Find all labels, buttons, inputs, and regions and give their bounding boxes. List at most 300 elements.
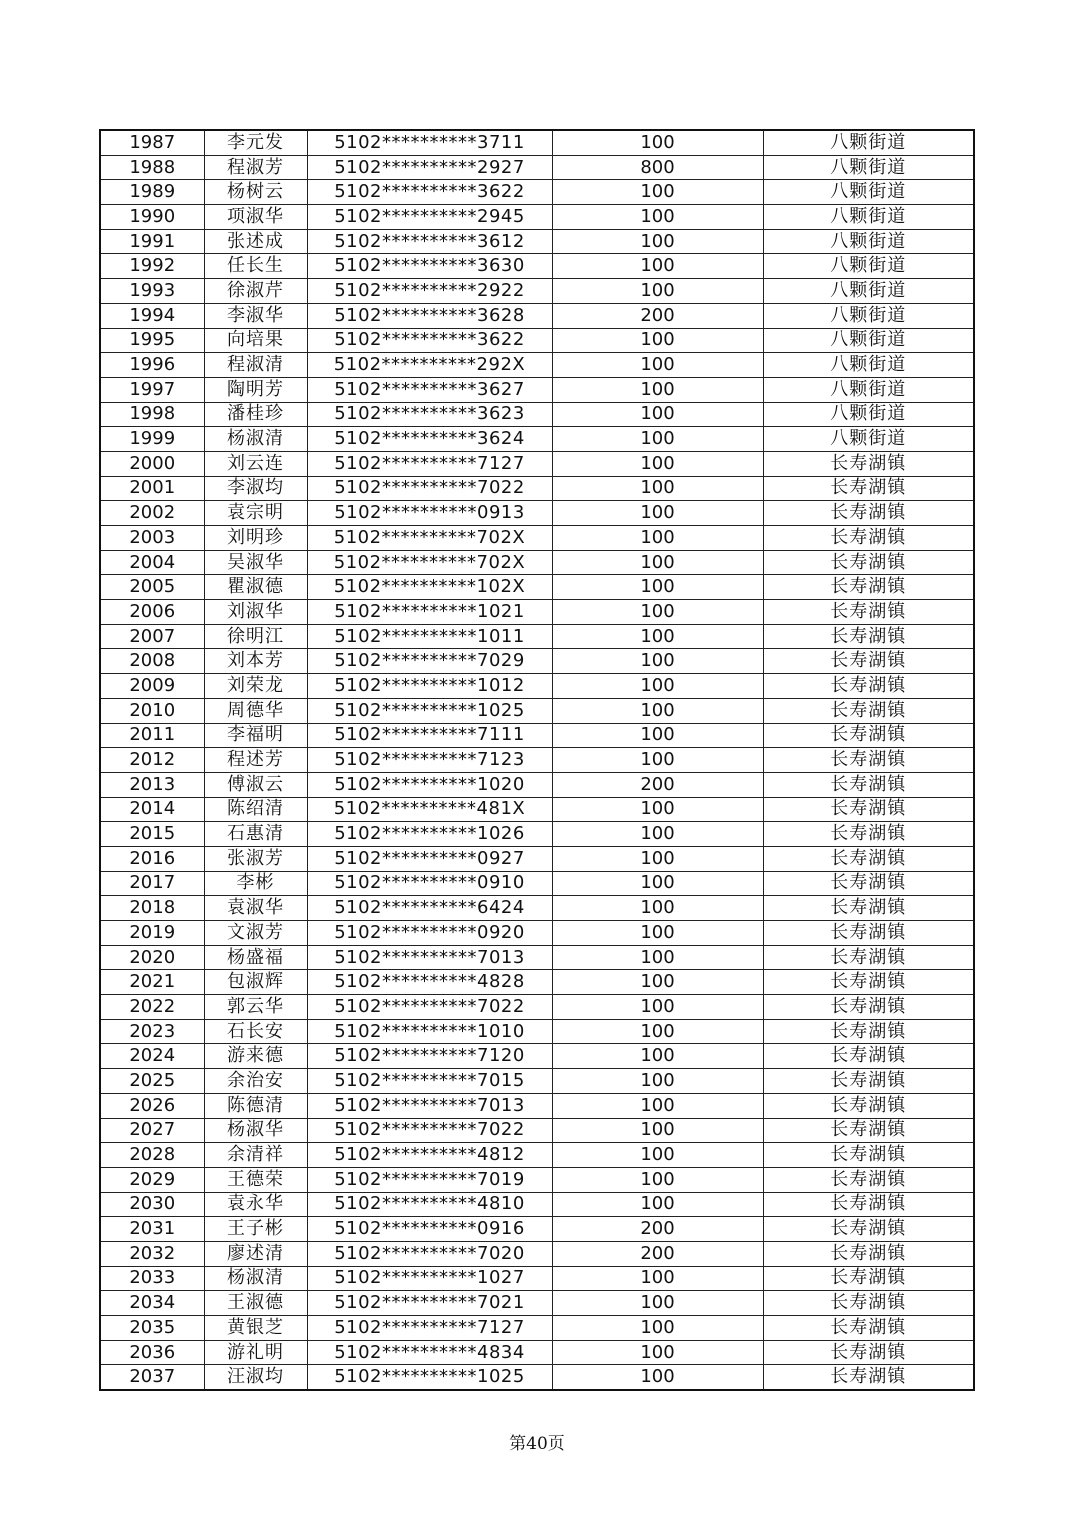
cell-area: 长寿湖镇 <box>763 674 974 699</box>
cell-id-number: 5102**********0913 <box>307 501 552 526</box>
cell-name: 游礼明 <box>204 1340 307 1365</box>
table-row <box>100 1019 974 1044</box>
cell-name: 潘桂珍 <box>204 402 307 427</box>
cell-id-number: 5102**********3628 <box>307 303 552 328</box>
table-row <box>100 1291 974 1316</box>
cell-id-number: 5102**********1011 <box>307 624 552 649</box>
cell-name: 汪淑均 <box>204 1365 307 1390</box>
cell-area: 八颗街道 <box>763 229 974 254</box>
cell-name: 徐明江 <box>204 624 307 649</box>
cell-area: 长寿湖镇 <box>763 1093 974 1118</box>
table-row <box>100 896 974 921</box>
cell-area: 长寿湖镇 <box>763 1143 974 1168</box>
cell-amount: 100 <box>552 353 763 378</box>
cell-area: 长寿湖镇 <box>763 748 974 773</box>
table-row <box>100 1118 974 1143</box>
cell-amount: 100 <box>552 402 763 427</box>
table-row <box>100 303 974 328</box>
cell-area: 八颗街道 <box>763 130 974 155</box>
cell-seq: 2032 <box>100 1241 204 1266</box>
table-row <box>100 130 974 155</box>
cell-id-number: 5102**********7013 <box>307 1093 552 1118</box>
cell-name: 余治安 <box>204 1069 307 1094</box>
cell-seq: 2009 <box>100 674 204 699</box>
table-row <box>100 1241 974 1266</box>
cell-amount: 100 <box>552 1365 763 1390</box>
cell-name: 杨淑清 <box>204 427 307 452</box>
cell-amount: 100 <box>552 451 763 476</box>
cell-seq: 1987 <box>100 130 204 155</box>
cell-name: 王德荣 <box>204 1167 307 1192</box>
cell-name: 杨树云 <box>204 180 307 205</box>
table-row <box>100 871 974 896</box>
cell-seq: 1996 <box>100 353 204 378</box>
table-row <box>100 1340 974 1365</box>
cell-id-number: 5102**********6424 <box>307 896 552 921</box>
cell-amount: 200 <box>552 1241 763 1266</box>
cell-seq: 2028 <box>100 1143 204 1168</box>
cell-id-number: 5102**********7123 <box>307 748 552 773</box>
cell-id-number: 5102**********1027 <box>307 1266 552 1291</box>
cell-seq: 1993 <box>100 279 204 304</box>
cell-area: 长寿湖镇 <box>763 945 974 970</box>
cell-seq: 2014 <box>100 797 204 822</box>
cell-amount: 100 <box>552 1266 763 1291</box>
cell-amount: 100 <box>552 328 763 353</box>
table-row <box>100 451 974 476</box>
table-row <box>100 1044 974 1069</box>
cell-area: 长寿湖镇 <box>763 1365 974 1390</box>
cell-seq: 1998 <box>100 402 204 427</box>
cell-name: 余清祥 <box>204 1143 307 1168</box>
cell-seq: 2023 <box>100 1019 204 1044</box>
cell-id-number: 5102**********0910 <box>307 871 552 896</box>
cell-amount: 200 <box>552 1217 763 1242</box>
table-row <box>100 1143 974 1168</box>
cell-area: 长寿湖镇 <box>763 797 974 822</box>
cell-amount: 100 <box>552 229 763 254</box>
cell-amount: 100 <box>552 1192 763 1217</box>
table-row <box>100 846 974 871</box>
cell-amount: 100 <box>552 1143 763 1168</box>
table-row <box>100 1167 974 1192</box>
cell-id-number: 5102**********4810 <box>307 1192 552 1217</box>
cell-amount: 100 <box>552 600 763 625</box>
cell-name: 刘云连 <box>204 451 307 476</box>
table-row <box>100 550 974 575</box>
cell-name: 郭云华 <box>204 995 307 1020</box>
cell-seq: 1999 <box>100 427 204 452</box>
cell-id-number: 5102**********7022 <box>307 995 552 1020</box>
cell-area: 长寿湖镇 <box>763 1044 974 1069</box>
cell-id-number: 5102**********0927 <box>307 846 552 871</box>
table-row <box>100 476 974 501</box>
cell-name: 张述成 <box>204 229 307 254</box>
cell-id-number: 5102**********2927 <box>307 155 552 180</box>
cell-area: 长寿湖镇 <box>763 550 974 575</box>
table-row <box>100 698 974 723</box>
cell-name: 袁宗明 <box>204 501 307 526</box>
table-row <box>100 772 974 797</box>
cell-amount: 100 <box>552 501 763 526</box>
cell-id-number: 5102**********702X <box>307 526 552 551</box>
cell-id-number: 5102**********702X <box>307 550 552 575</box>
cell-seq: 2010 <box>100 698 204 723</box>
cell-seq: 1997 <box>100 377 204 402</box>
cell-id-number: 5102**********7120 <box>307 1044 552 1069</box>
cell-area: 八颗街道 <box>763 205 974 230</box>
cell-id-number: 5102**********4812 <box>307 1143 552 1168</box>
cell-name: 李元发 <box>204 130 307 155</box>
cell-id-number: 5102**********3612 <box>307 229 552 254</box>
cell-id-number: 5102**********7029 <box>307 649 552 674</box>
cell-area: 八颗街道 <box>763 254 974 279</box>
cell-seq: 2003 <box>100 526 204 551</box>
table-row <box>100 624 974 649</box>
cell-name: 项淑华 <box>204 205 307 230</box>
cell-amount: 100 <box>552 822 763 847</box>
table-row <box>100 748 974 773</box>
cell-id-number: 5102**********7013 <box>307 945 552 970</box>
cell-name: 石长安 <box>204 1019 307 1044</box>
cell-area: 长寿湖镇 <box>763 1340 974 1365</box>
table-row <box>100 600 974 625</box>
cell-area: 长寿湖镇 <box>763 822 974 847</box>
table-row <box>100 377 974 402</box>
cell-id-number: 5102**********1025 <box>307 1365 552 1390</box>
cell-amount: 100 <box>552 698 763 723</box>
cell-area: 长寿湖镇 <box>763 846 974 871</box>
cell-name: 张淑芳 <box>204 846 307 871</box>
cell-area: 长寿湖镇 <box>763 896 974 921</box>
cell-id-number: 5102**********7111 <box>307 723 552 748</box>
cell-name: 刘本芳 <box>204 649 307 674</box>
cell-amount: 100 <box>552 476 763 501</box>
cell-area: 长寿湖镇 <box>763 526 974 551</box>
cell-amount: 200 <box>552 772 763 797</box>
cell-name: 杨淑华 <box>204 1118 307 1143</box>
cell-area: 长寿湖镇 <box>763 1291 974 1316</box>
cell-area: 八颗街道 <box>763 377 974 402</box>
cell-name: 向培果 <box>204 328 307 353</box>
cell-id-number: 5102**********0920 <box>307 921 552 946</box>
cell-area: 长寿湖镇 <box>763 476 974 501</box>
cell-seq: 1994 <box>100 303 204 328</box>
table-row <box>100 797 974 822</box>
cell-name: 石惠清 <box>204 822 307 847</box>
table-row <box>100 1192 974 1217</box>
cell-area: 长寿湖镇 <box>763 1069 974 1094</box>
cell-id-number: 5102**********4834 <box>307 1340 552 1365</box>
cell-area: 八颗街道 <box>763 279 974 304</box>
cell-name: 任长生 <box>204 254 307 279</box>
cell-seq: 1988 <box>100 155 204 180</box>
cell-name: 徐淑芹 <box>204 279 307 304</box>
cell-id-number: 5102**********3630 <box>307 254 552 279</box>
cell-id-number: 5102**********7022 <box>307 476 552 501</box>
cell-amount: 100 <box>552 1044 763 1069</box>
cell-seq: 2033 <box>100 1266 204 1291</box>
cell-seq: 2037 <box>100 1365 204 1390</box>
table-row <box>100 501 974 526</box>
cell-name: 王子彬 <box>204 1217 307 1242</box>
table-row <box>100 995 974 1020</box>
cell-seq: 2013 <box>100 772 204 797</box>
cell-amount: 100 <box>552 1340 763 1365</box>
cell-id-number: 5102**********4828 <box>307 970 552 995</box>
table-row <box>100 328 974 353</box>
cell-amount: 100 <box>552 377 763 402</box>
cell-seq: 1991 <box>100 229 204 254</box>
cell-name: 瞿淑德 <box>204 575 307 600</box>
cell-area: 长寿湖镇 <box>763 772 974 797</box>
cell-name: 李福明 <box>204 723 307 748</box>
cell-seq: 2008 <box>100 649 204 674</box>
cell-seq: 2026 <box>100 1093 204 1118</box>
cell-amount: 100 <box>552 674 763 699</box>
cell-name: 包淑辉 <box>204 970 307 995</box>
table-row <box>100 353 974 378</box>
cell-name: 刘荣龙 <box>204 674 307 699</box>
cell-seq: 2034 <box>100 1291 204 1316</box>
cell-name: 刘明珍 <box>204 526 307 551</box>
cell-id-number: 5102**********7021 <box>307 1291 552 1316</box>
cell-seq: 1995 <box>100 328 204 353</box>
cell-id-number: 5102**********3623 <box>307 402 552 427</box>
cell-area: 长寿湖镇 <box>763 1192 974 1217</box>
cell-area: 八颗街道 <box>763 402 974 427</box>
cell-name: 程述芳 <box>204 748 307 773</box>
cell-amount: 100 <box>552 649 763 674</box>
cell-amount: 100 <box>552 624 763 649</box>
cell-seq: 2001 <box>100 476 204 501</box>
cell-seq: 2012 <box>100 748 204 773</box>
cell-area: 长寿湖镇 <box>763 600 974 625</box>
cell-area: 长寿湖镇 <box>763 921 974 946</box>
cell-seq: 2015 <box>100 822 204 847</box>
cell-name: 傅淑云 <box>204 772 307 797</box>
cell-area: 长寿湖镇 <box>763 649 974 674</box>
table-row <box>100 254 974 279</box>
cell-area: 长寿湖镇 <box>763 871 974 896</box>
cell-id-number: 5102**********7015 <box>307 1069 552 1094</box>
cell-seq: 2005 <box>100 575 204 600</box>
cell-seq: 2020 <box>100 945 204 970</box>
cell-amount: 100 <box>552 1167 763 1192</box>
cell-area: 长寿湖镇 <box>763 1266 974 1291</box>
cell-name: 黄银芝 <box>204 1316 307 1341</box>
table-row <box>100 402 974 427</box>
cell-area: 八颗街道 <box>763 155 974 180</box>
cell-area: 长寿湖镇 <box>763 1316 974 1341</box>
cell-seq: 2016 <box>100 846 204 871</box>
page-number: 第40页 <box>509 1434 565 1454</box>
cell-name: 王淑德 <box>204 1291 307 1316</box>
cell-name: 李淑华 <box>204 303 307 328</box>
table-row <box>100 822 974 847</box>
cell-seq: 2007 <box>100 624 204 649</box>
cell-seq: 2027 <box>100 1118 204 1143</box>
cell-amount: 200 <box>552 303 763 328</box>
cell-area: 长寿湖镇 <box>763 1167 974 1192</box>
cell-name: 陈绍清 <box>204 797 307 822</box>
cell-amount: 100 <box>552 896 763 921</box>
roster-table-body <box>100 130 974 1390</box>
cell-area: 八颗街道 <box>763 303 974 328</box>
cell-area: 长寿湖镇 <box>763 575 974 600</box>
cell-amount: 100 <box>552 427 763 452</box>
cell-name: 李彬 <box>204 871 307 896</box>
cell-amount: 100 <box>552 575 763 600</box>
cell-amount: 100 <box>552 748 763 773</box>
cell-amount: 100 <box>552 1069 763 1094</box>
cell-id-number: 5102**********2945 <box>307 205 552 230</box>
cell-seq: 2024 <box>100 1044 204 1069</box>
cell-amount: 100 <box>552 871 763 896</box>
cell-id-number: 5102**********7127 <box>307 451 552 476</box>
cell-seq: 2036 <box>100 1340 204 1365</box>
cell-amount: 100 <box>552 1093 763 1118</box>
cell-amount: 100 <box>552 205 763 230</box>
cell-seq: 1992 <box>100 254 204 279</box>
table-row <box>100 427 974 452</box>
cell-name: 游来德 <box>204 1044 307 1069</box>
table-row <box>100 575 974 600</box>
table-row <box>100 921 974 946</box>
table-row <box>100 1093 974 1118</box>
cell-name: 周德华 <box>204 698 307 723</box>
table-row <box>100 649 974 674</box>
cell-amount: 100 <box>552 279 763 304</box>
cell-id-number: 5102**********1025 <box>307 698 552 723</box>
cell-amount: 100 <box>552 1316 763 1341</box>
cell-amount: 100 <box>552 846 763 871</box>
cell-area: 长寿湖镇 <box>763 1118 974 1143</box>
cell-area: 长寿湖镇 <box>763 995 974 1020</box>
cell-amount: 100 <box>552 254 763 279</box>
cell-id-number: 5102**********1021 <box>307 600 552 625</box>
table-row <box>100 674 974 699</box>
cell-seq: 1989 <box>100 180 204 205</box>
cell-id-number: 5102**********7019 <box>307 1167 552 1192</box>
cell-name: 杨淑清 <box>204 1266 307 1291</box>
cell-seq: 2021 <box>100 970 204 995</box>
cell-amount: 100 <box>552 180 763 205</box>
cell-amount: 100 <box>552 1291 763 1316</box>
cell-name: 廖述清 <box>204 1241 307 1266</box>
cell-id-number: 5102**********3622 <box>307 328 552 353</box>
cell-id-number: 5102**********1026 <box>307 822 552 847</box>
cell-seq: 2004 <box>100 550 204 575</box>
cell-id-number: 5102**********292X <box>307 353 552 378</box>
cell-name: 刘淑华 <box>204 600 307 625</box>
cell-amount: 100 <box>552 723 763 748</box>
cell-id-number: 5102**********1020 <box>307 772 552 797</box>
cell-seq: 2022 <box>100 995 204 1020</box>
cell-id-number: 5102**********7020 <box>307 1241 552 1266</box>
cell-area: 长寿湖镇 <box>763 624 974 649</box>
cell-seq: 2018 <box>100 896 204 921</box>
cell-seq: 2025 <box>100 1069 204 1094</box>
cell-area: 长寿湖镇 <box>763 501 974 526</box>
cell-name: 吴淑华 <box>204 550 307 575</box>
cell-seq: 2006 <box>100 600 204 625</box>
cell-amount: 100 <box>552 797 763 822</box>
cell-id-number: 5102**********3624 <box>307 427 552 452</box>
cell-id-number: 5102**********3711 <box>307 130 552 155</box>
cell-seq: 2000 <box>100 451 204 476</box>
cell-area: 长寿湖镇 <box>763 723 974 748</box>
table-row <box>100 229 974 254</box>
cell-seq: 2011 <box>100 723 204 748</box>
cell-amount: 800 <box>552 155 763 180</box>
cell-name: 杨盛福 <box>204 945 307 970</box>
cell-area: 长寿湖镇 <box>763 970 974 995</box>
cell-seq: 2029 <box>100 1167 204 1192</box>
cell-id-number: 5102**********1010 <box>307 1019 552 1044</box>
cell-id-number: 5102**********3622 <box>307 180 552 205</box>
cell-id-number: 5102**********7127 <box>307 1316 552 1341</box>
cell-seq: 2031 <box>100 1217 204 1242</box>
cell-area: 八颗街道 <box>763 328 974 353</box>
table-row <box>100 1217 974 1242</box>
cell-amount: 100 <box>552 995 763 1020</box>
cell-amount: 100 <box>552 526 763 551</box>
cell-name: 李淑均 <box>204 476 307 501</box>
cell-seq: 2019 <box>100 921 204 946</box>
roster-table <box>99 129 975 1391</box>
cell-amount: 100 <box>552 130 763 155</box>
table-row <box>100 180 974 205</box>
cell-id-number: 5102**********0916 <box>307 1217 552 1242</box>
cell-name: 程淑芳 <box>204 155 307 180</box>
cell-id-number: 5102**********102X <box>307 575 552 600</box>
table-row <box>100 1365 974 1390</box>
cell-name: 文淑芳 <box>204 921 307 946</box>
cell-area: 八颗街道 <box>763 427 974 452</box>
cell-seq: 2002 <box>100 501 204 526</box>
cell-amount: 100 <box>552 945 763 970</box>
table-row <box>100 205 974 230</box>
cell-area: 长寿湖镇 <box>763 1241 974 1266</box>
table-row <box>100 1316 974 1341</box>
table-row <box>100 945 974 970</box>
cell-id-number: 5102**********2922 <box>307 279 552 304</box>
cell-name: 程淑清 <box>204 353 307 378</box>
cell-amount: 100 <box>552 970 763 995</box>
table-row <box>100 155 974 180</box>
table-row <box>100 526 974 551</box>
cell-seq: 1990 <box>100 205 204 230</box>
cell-seq: 2030 <box>100 1192 204 1217</box>
cell-name: 袁淑华 <box>204 896 307 921</box>
cell-amount: 100 <box>552 550 763 575</box>
cell-name: 陶明芳 <box>204 377 307 402</box>
cell-id-number: 5102**********7022 <box>307 1118 552 1143</box>
cell-area: 长寿湖镇 <box>763 451 974 476</box>
cell-name: 袁永华 <box>204 1192 307 1217</box>
cell-area: 长寿湖镇 <box>763 698 974 723</box>
cell-area: 长寿湖镇 <box>763 1019 974 1044</box>
table-row <box>100 970 974 995</box>
cell-id-number: 5102**********1012 <box>307 674 552 699</box>
cell-amount: 100 <box>552 1019 763 1044</box>
cell-name: 陈德清 <box>204 1093 307 1118</box>
cell-area: 长寿湖镇 <box>763 1217 974 1242</box>
table-row <box>100 723 974 748</box>
cell-area: 八颗街道 <box>763 353 974 378</box>
cell-seq: 2017 <box>100 871 204 896</box>
